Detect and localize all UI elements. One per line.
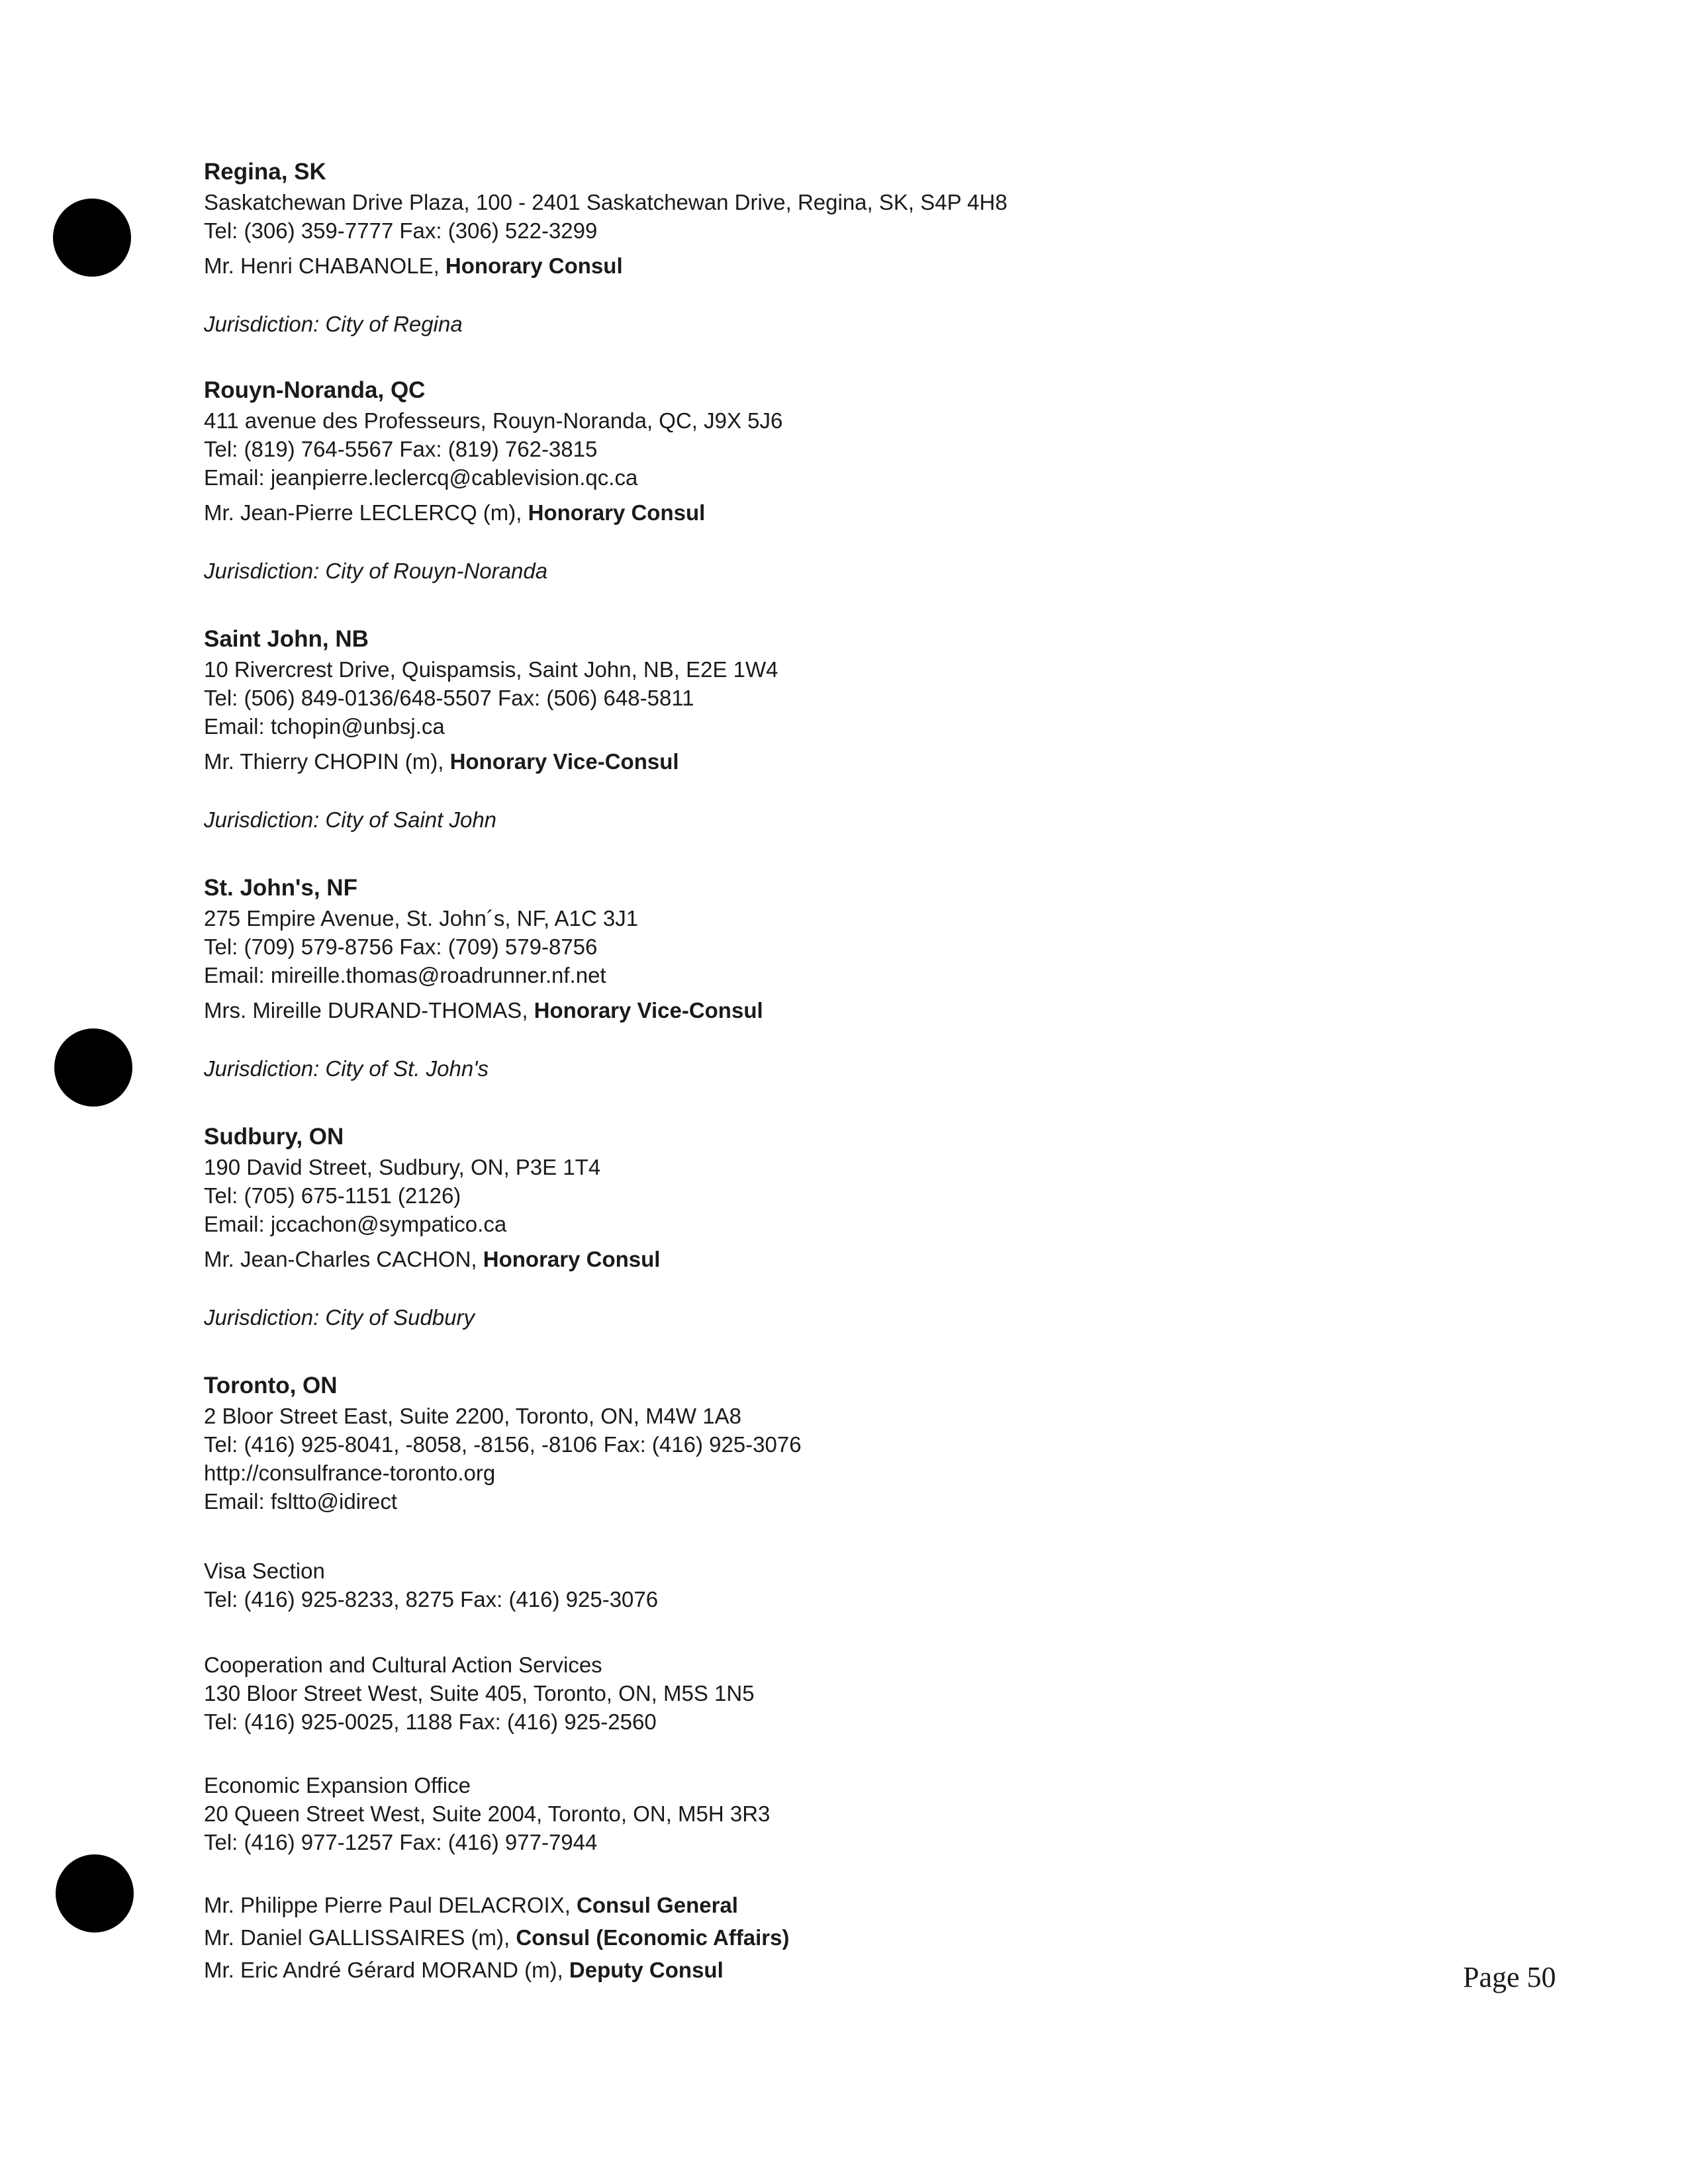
binder-hole [54, 1028, 132, 1107]
city-heading: Regina, SK [204, 159, 326, 185]
official-title: Deputy Consul [569, 1958, 724, 1982]
page-number: Page 50 [1463, 1961, 1556, 1993]
official-name: Mr. Jean-Pierre LECLERCQ (m), [204, 500, 528, 525]
section-heading: Economic Expansion Office [204, 1773, 471, 1797]
economic-section [204, 1771, 770, 1856]
jurisdiction: Jurisdiction: City of Rouyn-Noranda [204, 559, 548, 583]
entry-saint-john [204, 623, 1462, 834]
official-line [204, 250, 1462, 282]
visa-section [204, 1557, 658, 1614]
binder-hole [56, 1854, 134, 1933]
section-heading: Cooperation and Cultural Action Services [204, 1653, 602, 1677]
entry-rouyn-noranda [204, 375, 1462, 585]
jurisdiction: Jurisdiction: City of Regina [204, 312, 463, 336]
address-line: Saskatchewan Drive Plaza, 100 - 2401 Saskatchewan Drive, Regina, SK, S4P 4H8 [204, 190, 1008, 214]
official-name: Mr. Philippe Pierre Paul DELACROIX, [204, 1893, 577, 1917]
toronto-officials [204, 1889, 789, 1986]
phone-line: Tel: (705) 675-1151 (2126) [204, 1183, 461, 1208]
email-line: Email: mireille.thomas@roadrunner.nf.net [204, 963, 606, 987]
phone-line: Tel: (416) 925-8041, -8058, -8156, -8106 Fax: (416) 925-3076 [204, 1432, 802, 1457]
email-line: Email: fsltto@idirect [204, 1489, 398, 1514]
official-line [204, 995, 1462, 1026]
binder-hole [53, 199, 131, 277]
official-line [204, 1954, 789, 1986]
city-heading: Saint John, NB [204, 626, 369, 652]
email-line: Email: jeanpierre.leclercq@cablevision.qc.ca [204, 465, 638, 490]
official-name: Mr. Jean-Charles CACHON, [204, 1247, 483, 1271]
address-line: 130 Bloor Street West, Suite 405, Toronto, ON, M5S 1N5 [204, 1681, 755, 1706]
address-line: 20 Queen Street West, Suite 2004, Toronto, ON, M5H 3R3 [204, 1801, 771, 1826]
official-name: Mr. Eric André Gérard MORAND (m), [204, 1958, 569, 1982]
entry-toronto [204, 1370, 1462, 1516]
phone-line: Tel: (709) 579-8756 Fax: (709) 579-8756 [204, 934, 598, 959]
official-title: Honorary Vice-Consul [449, 749, 679, 774]
phone-line: Tel: (306) 359-7777 Fax: (306) 522-3299 [204, 218, 598, 243]
website-line: http://consulfrance-toronto.org [204, 1461, 496, 1485]
official-name: Mr. Henri CHABANOLE, [204, 253, 445, 278]
official-title: Honorary Consul [445, 253, 623, 278]
official-title: Honorary Consul [528, 500, 706, 525]
official-line [204, 746, 1462, 778]
email-line: Email: tchopin@unbsj.ca [204, 714, 445, 739]
phone-line: Tel: (506) 849-0136/648-5507 Fax: (506) 648-5811 [204, 686, 694, 710]
phone-line: Tel: (416) 925-8233, 8275 Fax: (416) 925-3076 [204, 1587, 659, 1612]
jurisdiction: Jurisdiction: City of Sudbury [204, 1305, 475, 1330]
address-line: 275 Empire Avenue, St. John´s, NF, A1C 3J1 [204, 906, 639, 931]
official-title: Honorary Vice-Consul [534, 998, 763, 1023]
official-line [204, 1244, 1462, 1275]
phone-line: Tel: (416) 977-1257 Fax: (416) 977-7944 [204, 1830, 598, 1854]
official-line [204, 1889, 789, 1921]
email-line: Email: jccachon@sympatico.ca [204, 1212, 507, 1236]
official-name: Mr. Thierry CHOPIN (m), [204, 749, 450, 774]
phone-line: Tel: (819) 764-5567 Fax: (819) 762-3815 [204, 437, 598, 461]
address-line: 190 David Street, Sudbury, ON, P3E 1T4 [204, 1155, 601, 1179]
official-line [204, 1921, 789, 1954]
official-title: Honorary Consul [483, 1247, 661, 1271]
address-line: 2 Bloor Street East, Suite 2200, Toronto, ON, M4W 1A8 [204, 1404, 741, 1428]
city-heading: Toronto, ON [204, 1373, 338, 1398]
cooperation-section [204, 1651, 755, 1736]
city-heading: St. John's, NF [204, 875, 357, 901]
phone-line: Tel: (416) 925-0025, 1188 Fax: (416) 925-2560 [204, 1709, 657, 1734]
official-title: Consul (Economic Affairs) [516, 1925, 790, 1950]
official-line [204, 497, 1462, 529]
official-title: Consul General [577, 1893, 738, 1917]
city-heading: Rouyn-Noranda, QC [204, 377, 426, 403]
address-line: 10 Rivercrest Drive, Quispamsis, Saint John, NB, E2E 1W4 [204, 657, 778, 682]
city-heading: Sudbury, ON [204, 1124, 344, 1150]
official-name: Mr. Daniel GALLISSAIRES (m), [204, 1925, 516, 1950]
entry-sudbury [204, 1121, 1462, 1332]
official-name: Mrs. Mireille DURAND-THOMAS, [204, 998, 534, 1023]
section-heading: Visa Section [204, 1559, 325, 1583]
jurisdiction: Jurisdiction: City of St. John's [204, 1056, 489, 1081]
jurisdiction: Jurisdiction: City of Saint John [204, 807, 497, 832]
entry-regina [204, 156, 1462, 338]
address-line: 411 avenue des Professeurs, Rouyn-Noranda, QC, J9X 5J6 [204, 408, 783, 433]
entry-st-johns [204, 872, 1462, 1083]
